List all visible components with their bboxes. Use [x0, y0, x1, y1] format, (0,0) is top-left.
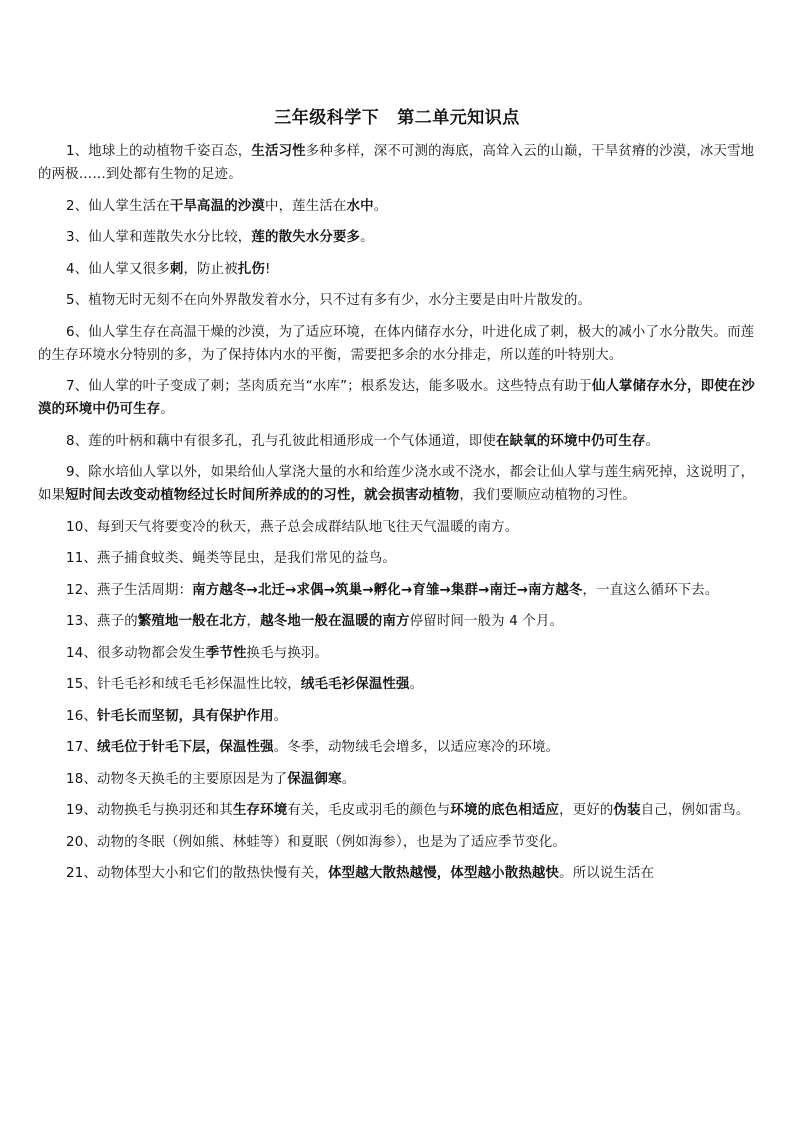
knowledge-point-14: [38, 642, 758, 665]
text-segment: 13、燕子的: [66, 614, 138, 629]
document-title: [0, 103, 794, 128]
text-segment: 。: [360, 230, 374, 245]
text-segment: 。: [373, 198, 388, 214]
text-segment: 21、动物体型大小和它们的散热快慢有关，: [66, 866, 329, 881]
bold-text: 水中: [346, 198, 374, 214]
knowledge-point-20: [38, 831, 758, 854]
text-segment: 20、动物的冬眠（例如熊、林蛙等）和夏眠（例如海参），也是为了适应季节变化。: [66, 834, 566, 850]
bold-text: 刺: [169, 261, 184, 277]
text-segment: 5、植物无时无刻不在向外界散发着水分，只不过有多有少，水分主要是由叶片散发的。: [66, 293, 592, 308]
knowledge-point-17: [38, 736, 758, 759]
bold-text: 越冬地一般在温暖的南方: [260, 614, 410, 629]
knowledge-point-9: [38, 461, 758, 507]
text-segment: ，防止被: [183, 261, 238, 277]
bold-text: 南方越冬→北迁→求偶→筑巢→孵化→育雏→集群→南迁→南方越冬: [192, 582, 583, 598]
text-segment: 15、针毛毛衫和绒毛毛衫保温性比较，: [66, 677, 301, 692]
text-segment: 14、很多动物都会发生: [66, 645, 206, 661]
title-part1: 三年级科学下: [274, 108, 380, 128]
text-segment: 4、仙人掌又很多: [66, 261, 170, 277]
bold-text: 绒毛毛衫保温性强: [300, 677, 410, 692]
bold-text: 体型越大散热越慢，体型越小散热越快: [328, 866, 560, 881]
knowledge-point-3: [38, 226, 758, 249]
text-segment: 16、: [66, 708, 98, 724]
knowledge-point-1: [38, 140, 758, 186]
text-segment: ，: [246, 614, 261, 629]
text-segment: 8、莲的叶柄和藕中有很多孔，孔与孔彼此相通形成一个气体通道，即使: [66, 433, 497, 449]
text-segment: 。: [645, 433, 660, 449]
bold-text: 干旱高温的沙漠: [169, 198, 265, 214]
text-segment: 19、动物换毛与换羽还和其: [66, 803, 233, 818]
knowledge-point-list: [38, 140, 758, 894]
text-segment: ，一直这么循环下去。: [582, 582, 719, 598]
knowledge-point-13: [38, 610, 758, 633]
knowledge-point-7: [38, 375, 758, 421]
text-segment: 。: [341, 771, 356, 787]
bold-text: 扎伤: [237, 261, 266, 277]
bold-text: 莲的散失水分要多: [251, 230, 361, 245]
bold-text: 生存环境: [232, 803, 288, 818]
bold-text: 在缺氧的环境中仍可生存: [496, 433, 646, 449]
text-segment: 。: [409, 677, 424, 692]
text-segment: ，我们要顺应动植物的习性。: [459, 488, 637, 503]
bold-text: 生活习性: [251, 144, 306, 159]
text-segment: 多种多样，深不可测的海底，高耸入云的山巅，干旱贫瘠的沙漠，冰天雪地的两极……到处都有生物的足迹。: [38, 144, 755, 182]
title-part2: 第二单元知识点: [397, 108, 520, 128]
bold-text: 短时间去改变动植物经过长时间所养成的的习性，就会损害动植物: [65, 488, 460, 503]
text-segment: 。所以说生活在: [559, 866, 655, 881]
text-segment: 10、每到天气将要变冷的秋天，燕子总会成群结队地飞往天气温暖的南方。: [66, 519, 519, 535]
bold-text: 仙人掌储存水分，即使在沙漠的环境中仍可生存: [38, 379, 755, 417]
knowledge-point-5: [38, 289, 758, 312]
text-segment: 有关，毛皮或羽毛的颜色与: [287, 803, 451, 818]
text-segment: 。冬季，动物绒毛会增多，以适应寒冷的环境。: [273, 740, 560, 755]
text-segment: 6、仙人掌生存在高温干燥的沙漠，为了适应环境，在体内储存水分，叶进化成了刺，极大的减小了水分散失。而莲的生存环境水分特别的多，为了保持体内水的平衡，需要把多余的水分排走，所以莲的叶特别大。: [38, 324, 755, 363]
text-segment: ，更好的: [559, 803, 614, 818]
text-segment: 17、: [66, 740, 98, 755]
text-segment: 12、燕子生活周期：: [66, 582, 193, 598]
text-segment: 换毛与换羽。: [246, 645, 329, 661]
text-segment: 。: [160, 402, 174, 417]
text-segment: 1、地球上的动植物千姿百态，: [66, 144, 252, 159]
text-segment: 3、仙人掌和莲散失水分比较，: [66, 230, 252, 245]
knowledge-point-19: [38, 799, 758, 822]
knowledge-point-18: [38, 768, 758, 791]
knowledge-point-12: [38, 579, 758, 602]
text-segment: 7、仙人掌的叶子变成了刺；茎肉质充当“水库”；根系发达，能多吸水。这些特点有助于: [66, 379, 592, 394]
knowledge-point-2: [38, 195, 758, 218]
text-segment: 停留时间一般为 4 个月。: [409, 614, 564, 629]
bold-text: 季节性: [205, 645, 247, 661]
text-segment: 11、燕子捕食蚊类、蝇类等昆虫，是我们常见的益鸟。: [66, 551, 397, 566]
text-segment: 自己，例如雷鸟。: [640, 803, 750, 818]
text-segment: 中，莲生活在: [265, 198, 347, 214]
knowledge-point-4: [38, 258, 758, 281]
bold-text: 保温御寒: [287, 771, 342, 787]
knowledge-point-15: [38, 673, 758, 696]
text-segment: 18、动物冬天换毛的主要原因是为了: [66, 771, 288, 787]
knowledge-point-11: [38, 547, 758, 570]
knowledge-point-16: [38, 705, 758, 728]
knowledge-point-8: [38, 430, 758, 453]
bold-text: 环境的底色相适应: [450, 803, 560, 818]
text-segment: 。: [273, 708, 288, 724]
bold-text: 伪装: [613, 803, 641, 818]
text-segment: 9、除水培仙人掌以外，如果给仙人掌浇大量的水和给莲少浇水或不浇水，都会让仙人掌与莲生病死掉，这说明了，如果: [38, 465, 755, 503]
bold-text: 针毛长而坚韧，具有保护作用: [97, 708, 274, 724]
text-segment: !: [265, 261, 271, 277]
knowledge-point-21: [38, 862, 758, 885]
knowledge-point-6: [38, 321, 758, 367]
bold-text: 繁殖地一般在北方: [137, 614, 247, 629]
text-segment: 2、仙人掌生活在: [66, 198, 170, 214]
knowledge-point-10: [38, 516, 758, 539]
bold-text: 绒毛位于针毛下层，保温性强: [97, 740, 274, 755]
